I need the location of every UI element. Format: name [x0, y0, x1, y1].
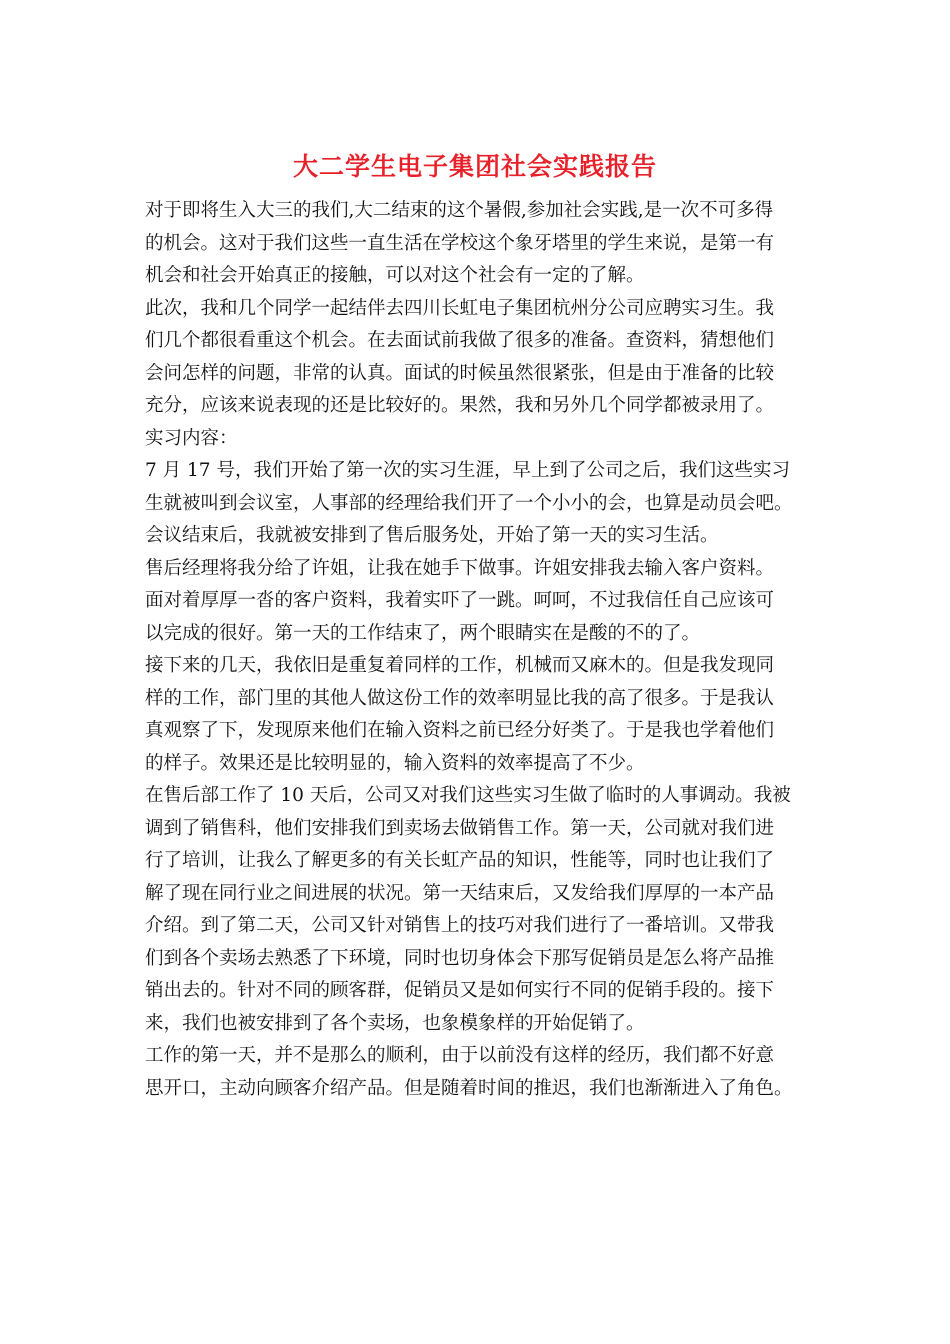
text-line: 行了培训，让我么了解更多的有关长虹产品的知识，性能等，同时也让我们了 [145, 850, 775, 871]
text-line: 来，我们也被安排到了各个卖场，也象模象样的开始促销了。 [145, 1012, 645, 1034]
text-line: 面对着厚厚一沓的客户资料，我着实吓了一跳。呵呵，不过我信任自己应该可 [145, 590, 775, 611]
text-line: 会议结束后，我就被安排到了售后服务处，开始了第一天的实习生活。 [145, 525, 719, 546]
text-line: 思开口，主动向顾客介绍产品。但是随着时间的推迟，我们也渐渐进入了角色。 [145, 1077, 793, 1099]
text-line: 销出去的。针对不同的顾客群，促销员又是如何实行不同的促销手段的。接下 [145, 980, 775, 1001]
text-line: 会问怎样的问题，非常的认真。面试的时候虽然很紧张，但是由于准备的比较 [145, 362, 775, 384]
text-line: 接下来的几天，我依旧是重复着同样的工作，机械而又麻木的。但是我发现同 [145, 655, 775, 676]
text-line: 们到各个卖场去熟悉了下环境，同时也切身体会下那写促销员是怎么将产品推 [145, 947, 775, 969]
text-line: 的样子。效果还是比较明显的，输入资料的效率提高了不少。 [145, 752, 645, 774]
text-line: 样的工作，部门里的其他人做这份工作的效率明显比我的高了很多。于是我认 [145, 687, 775, 709]
text-line: 生就被叫到会议室，人事部的经理给我们开了一个小小的会，也算是动员会吧。 [145, 492, 793, 514]
section-heading: 实习内容： [145, 427, 238, 449]
text-line: 此次，我和几个同学一起结伴去四川长虹电子集团杭州分公司应聘实习生。我 [145, 297, 775, 319]
text-line: 真观察了下，发现原来他们在输入资料之前已经分好类了。于是我也学着他们 [145, 720, 775, 741]
text-line: 在售后部工作了 10 天后，公司又对我们这些实习生做了临时的人事调动。我被 [145, 785, 791, 806]
text-line: 的机会。这对于我们这些一直生活在学校这个象牙塔里的学生来说，是第一有 [145, 232, 775, 254]
text-line: 7 月 17 号，我们开始了第一次的实习生涯，早上到了公司之后，我们这些实习 [145, 460, 790, 481]
text-line: 售后经理将我分给了许姐，让我在她手下做事。许姐安排我去输入客户资料。 [145, 557, 775, 579]
text-line: 机会和社会开始真正的接触，可以对这个社会有一定的了解。 [145, 265, 645, 286]
document-body [145, 195, 813, 1105]
text-line: 工作的第一天，并不是那么的顺利，由于以前没有这样的经历，我们都不好意 [145, 1045, 775, 1066]
text-line: 充分，应该来说表现的还是比较好的。果然，我和另外几个同学都被录用了。 [145, 395, 775, 416]
document-title: 大二学生电子集团社会实践报告 [292, 152, 657, 181]
text-line: 对于即将生入大三的我们,大二结束的这个暑假,参加社会实践,是一次不可多得 [145, 200, 774, 221]
text-line: 们几个都很看重这个机会。在去面试前我做了很多的准备。查资料，猜想他们 [145, 330, 775, 351]
text-line: 调到了销售科，他们安排我们到卖场去做销售工作。第一天，公司就对我们进 [145, 817, 775, 839]
text-line: 介绍。到了第二天，公司又针对销售上的技巧对我们进行了一番培训。又带我 [145, 915, 775, 936]
text-line: 以完成的很好。第一天的工作结束了，两个眼睛实在是酸的不的了。 [145, 622, 701, 644]
text-line: 解了现在同行业之间进展的状况。第一天结束后，又发给我们厚厚的一本产品 [145, 882, 775, 904]
